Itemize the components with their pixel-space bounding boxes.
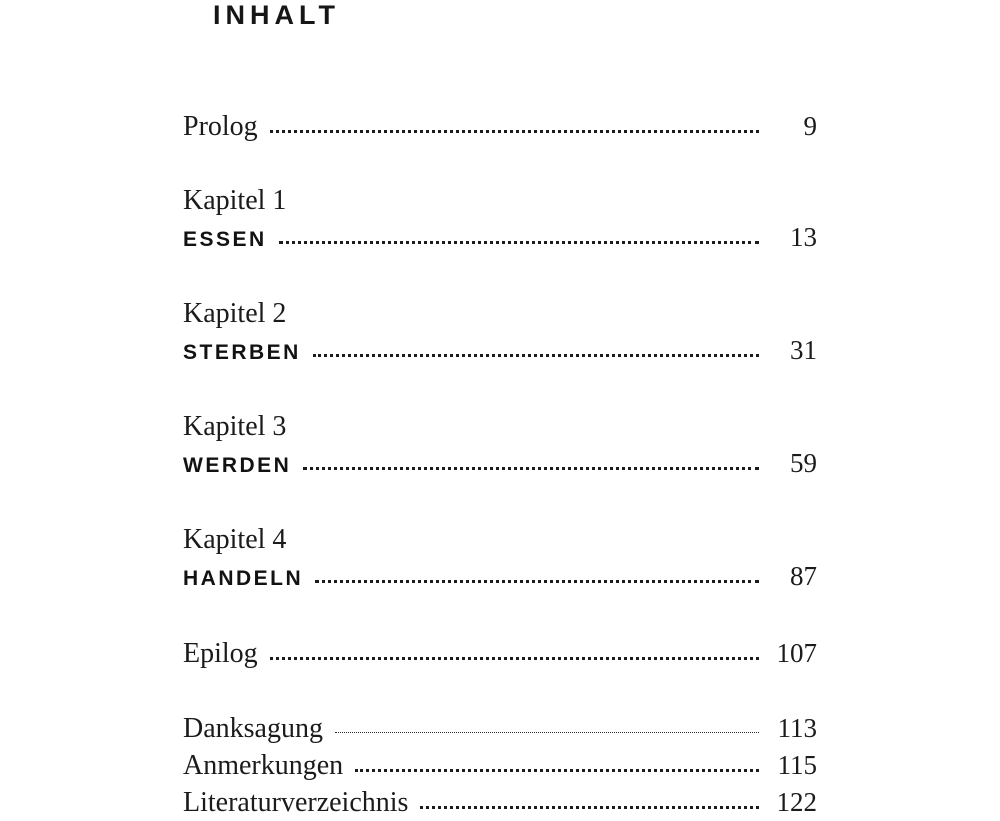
- toc-entry-label: Epilog: [183, 638, 258, 669]
- toc-content: [183, 0, 817, 821]
- toc-entry-page-number: 31: [790, 335, 817, 365]
- toc-chapter-number: Kapitel 4: [183, 524, 287, 555]
- toc-entry-row: [183, 219, 817, 258]
- dot-leader: [335, 732, 759, 733]
- toc-entries: [183, 108, 817, 821]
- toc-entry-block: [183, 108, 817, 145]
- toc-entry-page-number: 122: [776, 787, 817, 817]
- toc-entry-block: [183, 784, 817, 821]
- toc-chapter-block: [183, 183, 817, 258]
- toc-heading: INHALT: [213, 0, 340, 30]
- toc-entry-block: [183, 635, 817, 672]
- toc-entry-label: STERBEN: [183, 341, 301, 364]
- toc-entry-label: ESSEN: [183, 228, 267, 251]
- dot-leader: [313, 354, 759, 357]
- toc-entry-block: [183, 710, 817, 747]
- toc-entry-row: [183, 558, 817, 597]
- toc-entry-label: Anmerkungen: [183, 750, 344, 781]
- toc-chapter-block: [183, 409, 817, 484]
- dot-leader: [270, 130, 759, 133]
- dot-leader: [420, 806, 759, 809]
- toc-entry-row: [183, 784, 817, 821]
- toc-chapter-block: [183, 296, 817, 371]
- toc-entry-page-number: 113: [777, 713, 817, 743]
- toc-entry-row: [183, 108, 817, 145]
- toc-entry-label: Literaturverzeichnis: [183, 787, 409, 818]
- dot-leader: [279, 241, 759, 244]
- toc-entry-page-number: 13: [790, 222, 817, 252]
- dot-leader: [270, 657, 759, 660]
- toc-chapter-block: [183, 522, 817, 597]
- toc-entry-row: [183, 710, 817, 747]
- toc-entry-row: [183, 445, 817, 484]
- toc-entry-row: [183, 635, 817, 672]
- dot-leader: [303, 467, 759, 470]
- toc-entry-block: [183, 747, 817, 784]
- toc-entry-page-number: 59: [790, 448, 817, 478]
- toc-entry-page-number: 87: [790, 561, 817, 591]
- toc-chapter-number: Kapitel 1: [183, 185, 287, 216]
- toc-entry-label: Danksagung: [183, 713, 323, 744]
- toc-chapter-number: Kapitel 3: [183, 411, 287, 442]
- toc-entry-label: WERDEN: [183, 454, 292, 477]
- toc-chapter-number: Kapitel 2: [183, 298, 287, 329]
- toc-entry-label: Prolog: [183, 111, 258, 142]
- toc-entry-row: [183, 332, 817, 371]
- dot-leader: [315, 580, 759, 583]
- toc-entry-label: HANDELN: [183, 567, 304, 590]
- toc-entry-page-number: 115: [777, 750, 817, 780]
- dot-leader: [355, 769, 759, 772]
- toc-entry-page-number: 107: [776, 638, 817, 668]
- toc-entry-row: [183, 747, 817, 784]
- toc-entry-page-number: 9: [803, 111, 817, 141]
